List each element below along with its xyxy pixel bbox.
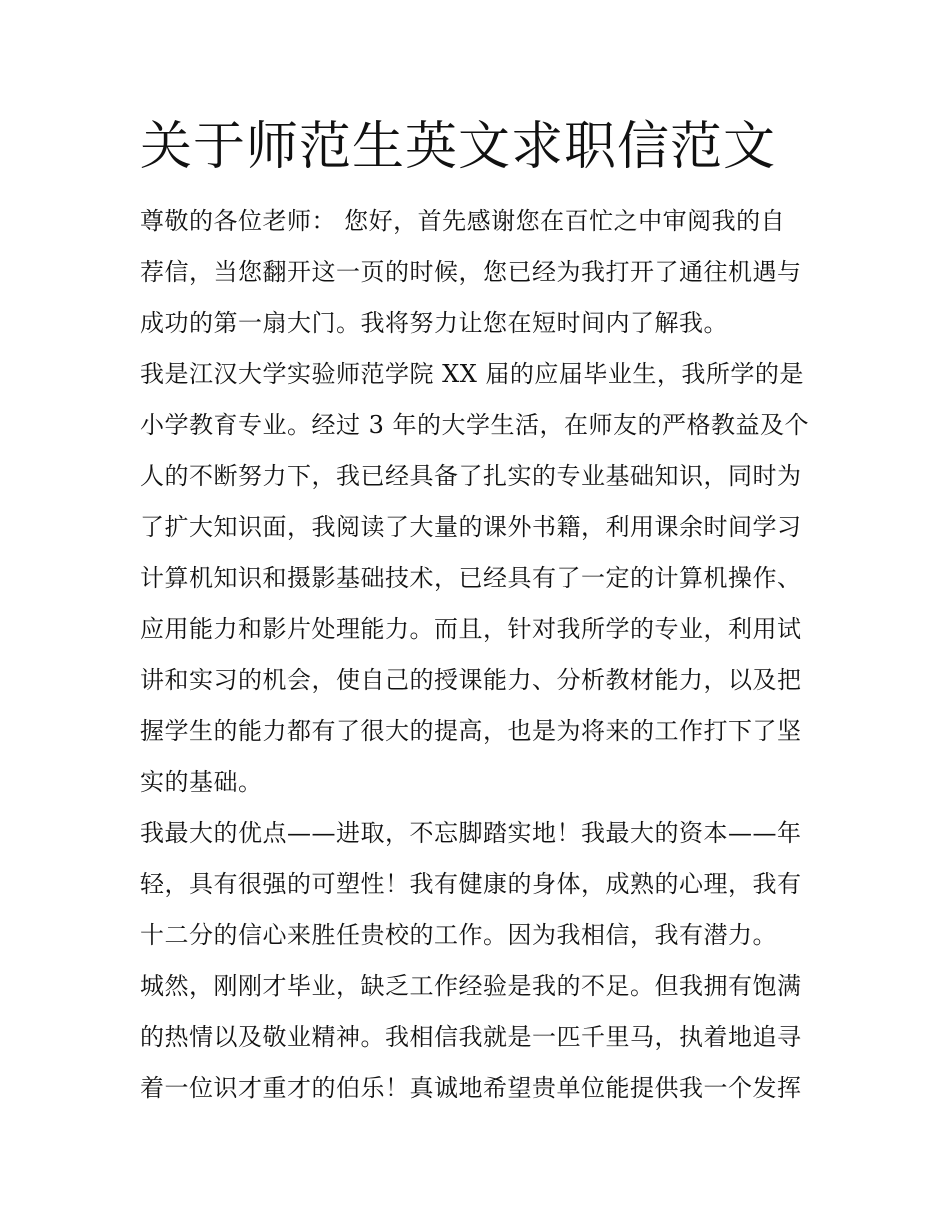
text-line: 我是江汉大学实验师范学院 XX 届的应届毕业生，我所学的是 — [140, 360, 804, 388]
text-line: 轻，具有很强的可塑性！我有健康的身体，成熟的心理，我有 — [140, 870, 802, 898]
text-line: 荐信，当您翻开这一页的时候，您已经为我打开了通往机遇与 — [140, 258, 802, 286]
paragraph-strengths — [140, 808, 815, 961]
text-line: 小学教育专业。经过 3 年的大学生活，在师友的严格教益及个 — [140, 411, 810, 439]
text-line: 成功的第一扇大门。我将努力让您在短时间内了解我。 — [140, 309, 728, 337]
paragraph-closing — [140, 961, 815, 1114]
text-line: 我最大的优点——进取，不忘脚踏实地！我最大的资本——年 — [140, 819, 802, 847]
text-line: 握学生的能力都有了很大的提高，也是为将来的工作打下了坚 — [140, 717, 802, 745]
text-line: 的热情以及敬业精神。我相信我就是一匹千里马，执着地追寻 — [140, 1023, 802, 1051]
text-line: 了扩大知识面，我阅读了大量的课外书籍，利用课余时间学习 — [140, 513, 802, 541]
text-line: 十二分的信心来胜任贵校的工作。因为我相信，我有潜力。 — [140, 921, 777, 949]
paragraph-greeting — [140, 196, 815, 349]
text-line: 人的不断努力下，我已经具备了扎实的专业基础知识，同时为 — [140, 462, 802, 490]
document-title: 关于师范生英文求职信范文 — [140, 117, 777, 177]
text-line: 实的基础。 — [140, 768, 263, 796]
paragraph-introduction — [140, 349, 815, 808]
text-line: 城然，刚刚才毕业，缺乏工作经验是我的不足。但我拥有饱满 — [140, 972, 802, 1000]
text-line: 应用能力和影片处理能力。而且，针对我所学的专业，利用试 — [140, 615, 802, 643]
text-line: 着一位识才重才的伯乐！真诚地希望贵单位能提供我一个发挥 — [140, 1074, 802, 1102]
text-line: 讲和实习的机会，使自己的授课能力、分析教材能力，以及把 — [140, 666, 802, 694]
text-line: 计算机知识和摄影基础技术，已经具有了一定的计算机操作、 — [140, 564, 802, 592]
text-line: 尊敬的各位老师： 您好，首先感谢您在百忙之中审阅我的自 — [140, 207, 786, 235]
document-body — [140, 196, 815, 1114]
